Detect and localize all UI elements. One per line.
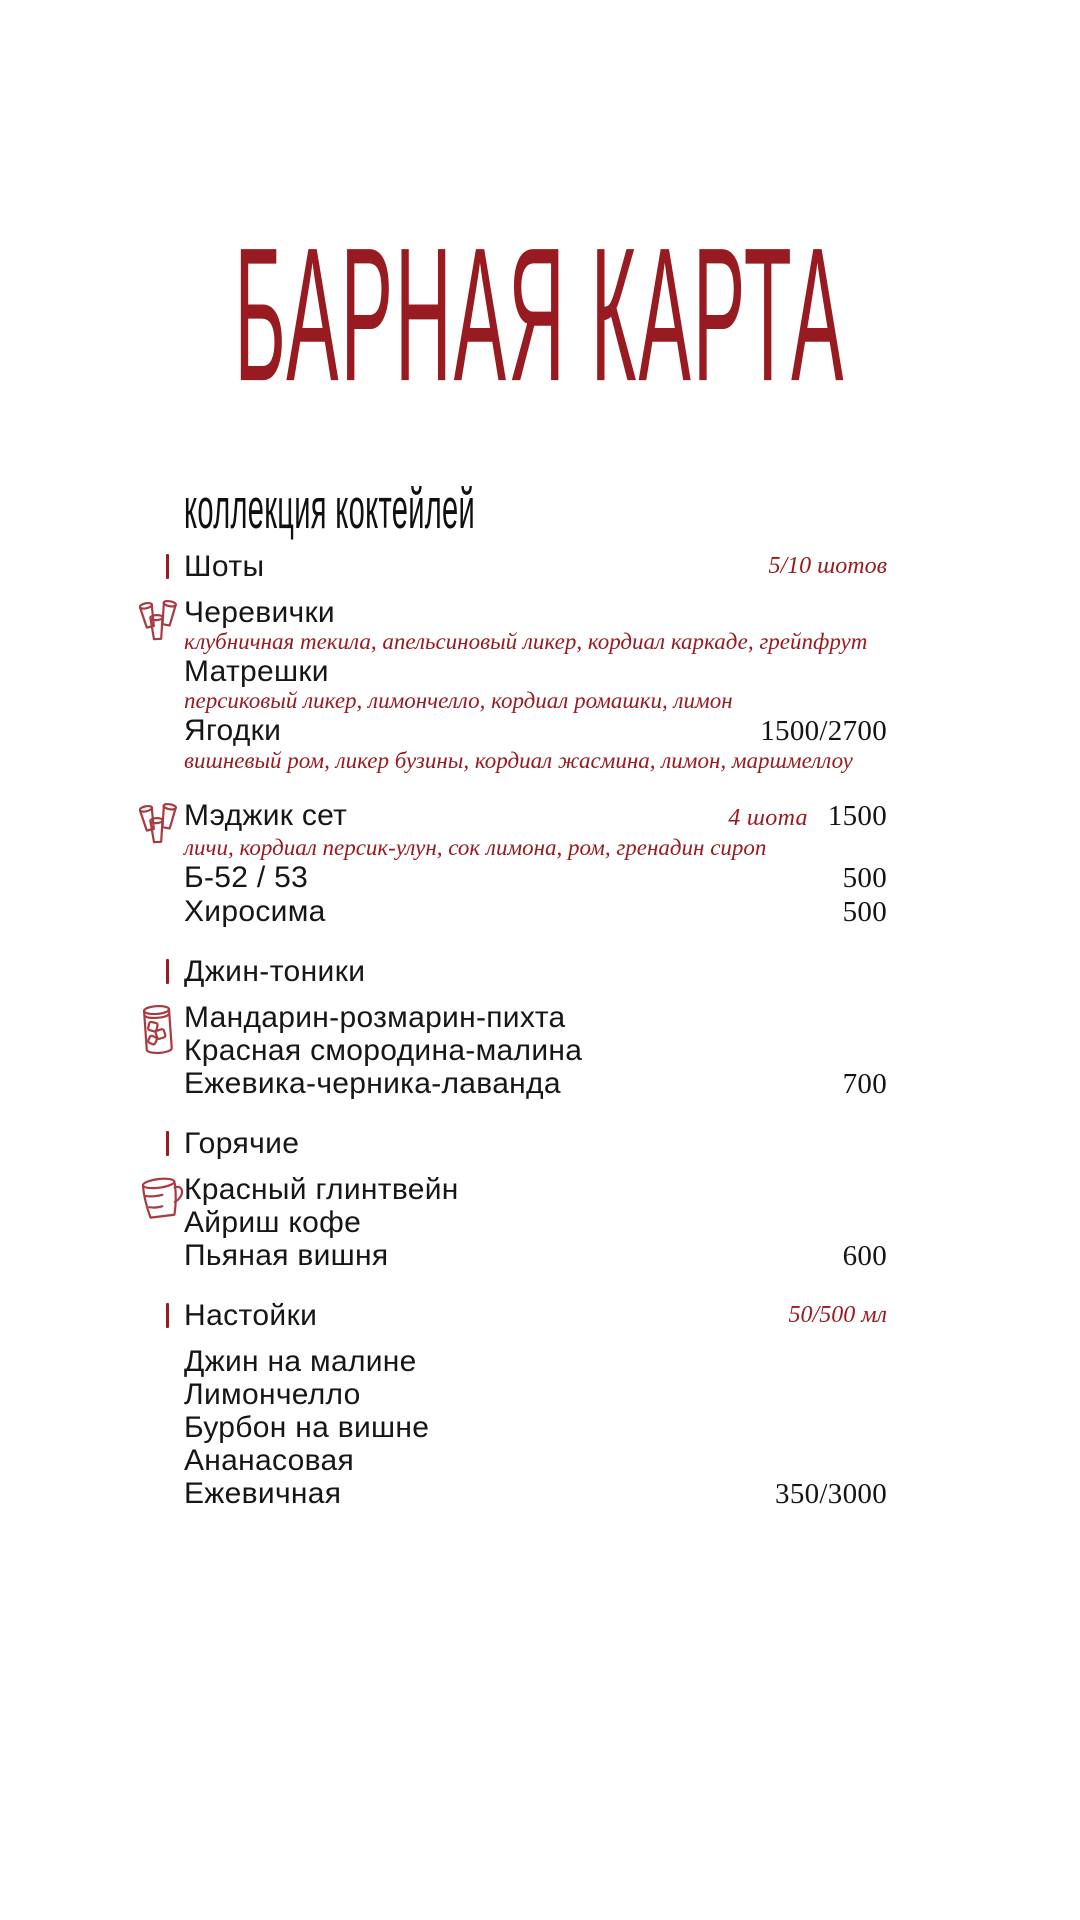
page-subtitle: коллекция коктейлей [184, 478, 476, 541]
item-price: 500 [842, 896, 887, 928]
group-items [184, 596, 887, 774]
item-name: Бурбон на вишне [184, 1411, 430, 1444]
shot-glasses-icon [139, 598, 179, 646]
item-right [712, 800, 887, 835]
menu-item [184, 1173, 887, 1206]
item-name: Ананасовая [184, 1444, 355, 1477]
menu-item [184, 1378, 887, 1411]
menu-section [139, 1299, 887, 1511]
mug-icon [139, 1175, 187, 1225]
item-line [184, 1345, 887, 1378]
item-group [139, 1001, 887, 1101]
item-name: Айриш кофе [184, 1206, 362, 1239]
shot-glasses-icon [139, 799, 184, 929]
item-price: 700 [842, 1068, 887, 1100]
page-title: БАРНАЯ КАРТА [234, 208, 846, 421]
section-title: Джин-тоники [184, 954, 366, 988]
section-marker [166, 959, 169, 984]
item-line [184, 714, 887, 748]
item-line [184, 1067, 887, 1101]
item-name: Красная смородина-малина [184, 1034, 583, 1067]
item-line [184, 1378, 887, 1411]
item-group [139, 596, 887, 774]
item-line [184, 1444, 887, 1477]
item-line [184, 1239, 887, 1273]
item-line [184, 1001, 887, 1034]
section-title: Шоты [184, 549, 265, 583]
menu-item [184, 596, 887, 654]
item-name: Лимончелло [184, 1378, 361, 1411]
item-description: личи, кордиал персик-улун, сок лимона, ром, гренадин сироп [184, 835, 767, 860]
item-name: Матрешки [184, 655, 329, 688]
item-line [184, 1477, 887, 1511]
highball-glass-icon [139, 1001, 184, 1101]
item-line [184, 861, 887, 895]
menu-item [184, 1477, 887, 1511]
item-price: 500 [842, 862, 887, 894]
item-description: вишневый ром, ликер бузины, кордиал жасмина, лимон, маршмеллоу [184, 748, 853, 773]
section-header [139, 1299, 887, 1332]
shot-glasses-icon [139, 596, 184, 774]
item-name: Красный глинтвейн [184, 1173, 459, 1206]
item-name: Ежевика-черника-лаванда [184, 1067, 561, 1100]
menu-item [184, 1206, 887, 1239]
item-right [827, 862, 887, 895]
section-title: Настойки [184, 1298, 318, 1332]
section-marker [166, 1131, 169, 1156]
item-name: Мандарин-розмарин-пихта [184, 1001, 566, 1034]
icon-spacer [139, 1345, 184, 1511]
item-price: 600 [842, 1240, 887, 1272]
item-name: Ежевичная [184, 1477, 342, 1510]
group-items [184, 799, 887, 929]
menu-item [184, 655, 887, 713]
menu-item [184, 1067, 887, 1101]
group-items [184, 1345, 887, 1511]
item-price: 350/3000 [775, 1478, 887, 1510]
menu [139, 550, 887, 1537]
item-right [827, 896, 887, 929]
shot-glasses-icon [139, 801, 179, 849]
section-marker [166, 554, 169, 579]
item-right [759, 1478, 887, 1511]
item-name: Мэджик сет [184, 799, 348, 832]
mug-icon [139, 1173, 184, 1273]
item-line [184, 1034, 887, 1067]
menu-item [184, 1411, 887, 1444]
menu-item [184, 1444, 887, 1477]
menu-item [184, 861, 887, 895]
section-marker [166, 1303, 169, 1328]
group-items [184, 1173, 887, 1273]
item-line [184, 1206, 887, 1239]
item-line [184, 655, 887, 688]
section-title: Горячие [184, 1126, 300, 1160]
section-header [139, 1127, 887, 1160]
item-group [139, 799, 887, 929]
section-note: 5/10 шотов [768, 553, 887, 579]
section-header [139, 550, 887, 583]
section-header [139, 955, 887, 988]
section-note: 50/500 мл [788, 1302, 887, 1328]
item-right [827, 1240, 887, 1273]
menu-item [184, 1034, 887, 1067]
menu-item [184, 895, 887, 929]
item-right [827, 1068, 887, 1101]
menu-section [139, 550, 887, 929]
highball-glass-icon [139, 1003, 177, 1059]
item-name: Хиросима [184, 895, 326, 928]
item-group [139, 1173, 887, 1273]
item-name: Черевички [184, 596, 335, 629]
menu-item [184, 1001, 887, 1034]
group-items [184, 1001, 887, 1101]
item-right [744, 715, 887, 748]
item-name: Б-52 / 53 [184, 861, 309, 894]
item-price: 1500 [827, 800, 887, 832]
item-line [184, 596, 887, 629]
item-description: персиковый ликер, лимончелло, кордиал ромашки, лимон [184, 688, 733, 713]
menu-item [184, 1345, 887, 1378]
menu-section [139, 1127, 887, 1273]
item-name: Джин на малине [184, 1345, 417, 1378]
item-name: Пьяная вишня [184, 1239, 389, 1272]
item-name: Ягодки [184, 714, 282, 747]
menu-section [139, 955, 887, 1101]
menu-item [184, 714, 887, 773]
item-portion-note: 4 шота [728, 805, 808, 831]
item-line [184, 1411, 887, 1444]
menu-item [184, 1239, 887, 1273]
item-description: клубничная текила, апельсиновый ликер, кордиал каркаде, грейпфрут [184, 629, 868, 654]
menu-item [184, 799, 887, 860]
item-line [184, 1173, 887, 1206]
item-line [184, 895, 887, 929]
item-group [139, 1345, 887, 1511]
item-price: 1500/2700 [760, 715, 887, 747]
item-line [184, 799, 887, 835]
